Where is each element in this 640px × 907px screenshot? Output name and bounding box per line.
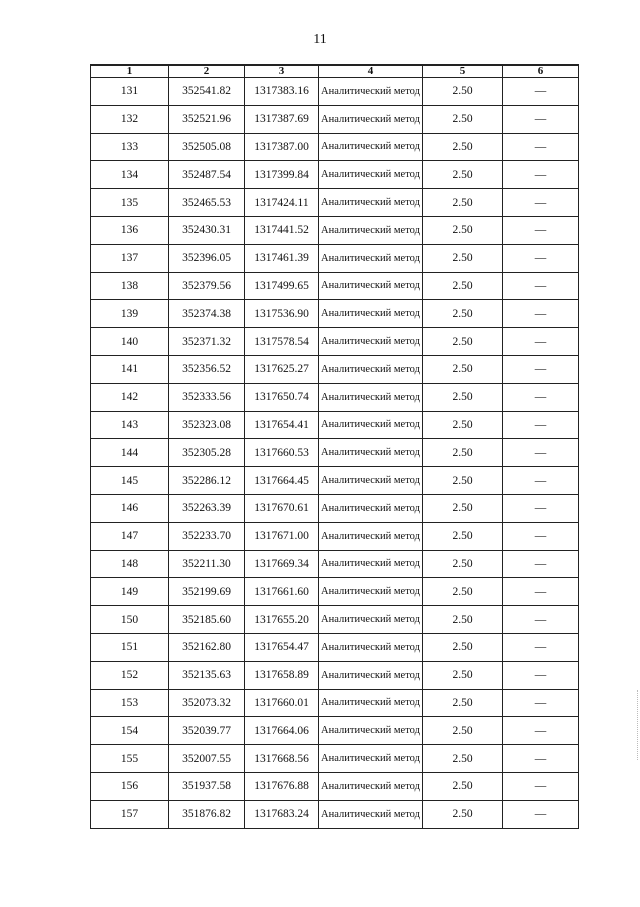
column-header: 4: [319, 65, 423, 78]
method-cell: Аналитический метод: [319, 800, 423, 828]
x-coordinate-cell: 352374.38: [169, 300, 245, 328]
accuracy-cell: 2.50: [423, 550, 503, 578]
y-coordinate-cell: 1317461.39: [245, 244, 319, 272]
x-coordinate-cell: 352135.63: [169, 661, 245, 689]
note-cell: —: [503, 772, 579, 800]
y-coordinate-cell: 1317578.54: [245, 328, 319, 356]
x-coordinate-cell: 352286.12: [169, 467, 245, 495]
table-row: [91, 606, 579, 634]
point-number-cell: 150: [91, 606, 169, 634]
accuracy-cell: 2.50: [423, 133, 503, 161]
x-coordinate-cell: 352199.69: [169, 578, 245, 606]
method-cell: Аналитический метод: [319, 633, 423, 661]
point-number-cell: 153: [91, 689, 169, 717]
method-cell: Аналитический метод: [319, 467, 423, 495]
table-row: [91, 633, 579, 661]
note-cell: —: [503, 522, 579, 550]
point-number-cell: 149: [91, 578, 169, 606]
point-number-cell: 135: [91, 189, 169, 217]
y-coordinate-cell: 1317399.84: [245, 161, 319, 189]
method-cell: Аналитический метод: [319, 133, 423, 161]
point-number-cell: 147: [91, 522, 169, 550]
x-coordinate-cell: 352521.96: [169, 105, 245, 133]
point-number-cell: 154: [91, 717, 169, 745]
point-number-cell: 132: [91, 105, 169, 133]
note-cell: —: [503, 578, 579, 606]
accuracy-cell: 2.50: [423, 383, 503, 411]
table-row: [91, 78, 579, 106]
column-header: 5: [423, 65, 503, 78]
note-cell: —: [503, 633, 579, 661]
x-coordinate-cell: 351876.82: [169, 800, 245, 828]
table-row: [91, 272, 579, 300]
x-coordinate-cell: 352185.60: [169, 606, 245, 634]
accuracy-cell: 2.50: [423, 772, 503, 800]
accuracy-cell: 2.50: [423, 411, 503, 439]
accuracy-cell: 2.50: [423, 161, 503, 189]
note-cell: —: [503, 661, 579, 689]
table-row: [91, 439, 579, 467]
y-coordinate-cell: 1317441.52: [245, 216, 319, 244]
y-coordinate-cell: 1317536.90: [245, 300, 319, 328]
y-coordinate-cell: 1317671.00: [245, 522, 319, 550]
note-cell: —: [503, 300, 579, 328]
note-cell: —: [503, 550, 579, 578]
page-number: 11: [313, 32, 327, 47]
table-row: [91, 244, 579, 272]
note-cell: —: [503, 606, 579, 634]
method-cell: Аналитический метод: [319, 105, 423, 133]
y-coordinate-cell: 1317669.34: [245, 550, 319, 578]
point-number-cell: 148: [91, 550, 169, 578]
point-number-cell: 141: [91, 355, 169, 383]
y-coordinate-cell: 1317660.01: [245, 689, 319, 717]
point-number-cell: 131: [91, 78, 169, 106]
note-cell: —: [503, 467, 579, 495]
accuracy-cell: 2.50: [423, 633, 503, 661]
method-cell: Аналитический метод: [319, 161, 423, 189]
y-coordinate-cell: 1317650.74: [245, 383, 319, 411]
table-row: [91, 216, 579, 244]
table-row: [91, 578, 579, 606]
accuracy-cell: 2.50: [423, 522, 503, 550]
point-number-cell: 137: [91, 244, 169, 272]
y-coordinate-cell: 1317664.06: [245, 717, 319, 745]
method-cell: Аналитический метод: [319, 78, 423, 106]
x-coordinate-cell: 352233.70: [169, 522, 245, 550]
accuracy-cell: 2.50: [423, 216, 503, 244]
method-cell: Аналитический метод: [319, 522, 423, 550]
table-row: [91, 689, 579, 717]
note-cell: —: [503, 244, 579, 272]
y-coordinate-cell: 1317658.89: [245, 661, 319, 689]
y-coordinate-cell: 1317499.65: [245, 272, 319, 300]
x-coordinate-cell: 352263.39: [169, 494, 245, 522]
table-row: [91, 189, 579, 217]
table-row: [91, 105, 579, 133]
accuracy-cell: 2.50: [423, 717, 503, 745]
point-number-cell: 143: [91, 411, 169, 439]
column-header: 1: [91, 65, 169, 78]
point-number-cell: 142: [91, 383, 169, 411]
table-row: [91, 772, 579, 800]
x-coordinate-cell: 352323.08: [169, 411, 245, 439]
coordinates-table: [90, 64, 579, 829]
table-row: [91, 550, 579, 578]
note-cell: —: [503, 411, 579, 439]
method-cell: Аналитический метод: [319, 745, 423, 773]
accuracy-cell: 2.50: [423, 578, 503, 606]
accuracy-cell: 2.50: [423, 244, 503, 272]
method-cell: Аналитический метод: [319, 661, 423, 689]
accuracy-cell: 2.50: [423, 105, 503, 133]
y-coordinate-cell: 1317661.60: [245, 578, 319, 606]
accuracy-cell: 2.50: [423, 745, 503, 773]
accuracy-cell: 2.50: [423, 300, 503, 328]
x-coordinate-cell: 352356.52: [169, 355, 245, 383]
y-coordinate-cell: 1317387.00: [245, 133, 319, 161]
point-number-cell: 133: [91, 133, 169, 161]
table-row: [91, 717, 579, 745]
accuracy-cell: 2.50: [423, 439, 503, 467]
column-header: 3: [245, 65, 319, 78]
y-coordinate-cell: 1317654.41: [245, 411, 319, 439]
y-coordinate-cell: 1317664.45: [245, 467, 319, 495]
table-row: [91, 328, 579, 356]
table-row: [91, 467, 579, 495]
note-cell: —: [503, 717, 579, 745]
accuracy-cell: 2.50: [423, 355, 503, 383]
point-number-cell: 156: [91, 772, 169, 800]
method-cell: Аналитический метод: [319, 689, 423, 717]
accuracy-cell: 2.50: [423, 78, 503, 106]
method-cell: Аналитический метод: [319, 216, 423, 244]
method-cell: Аналитический метод: [319, 439, 423, 467]
table-row: [91, 133, 579, 161]
x-coordinate-cell: 352430.31: [169, 216, 245, 244]
note-cell: —: [503, 494, 579, 522]
x-coordinate-cell: 352487.54: [169, 161, 245, 189]
y-coordinate-cell: 1317387.69: [245, 105, 319, 133]
accuracy-cell: 2.50: [423, 328, 503, 356]
accuracy-cell: 2.50: [423, 661, 503, 689]
x-coordinate-cell: 352333.56: [169, 383, 245, 411]
note-cell: —: [503, 105, 579, 133]
x-coordinate-cell: 352505.08: [169, 133, 245, 161]
y-coordinate-cell: 1317676.88: [245, 772, 319, 800]
point-number-cell: 138: [91, 272, 169, 300]
column-header: 2: [169, 65, 245, 78]
note-cell: —: [503, 689, 579, 717]
point-number-cell: 139: [91, 300, 169, 328]
y-coordinate-cell: 1317670.61: [245, 494, 319, 522]
table-row: [91, 411, 579, 439]
method-cell: Аналитический метод: [319, 578, 423, 606]
x-coordinate-cell: 352073.32: [169, 689, 245, 717]
x-coordinate-cell: 352541.82: [169, 78, 245, 106]
note-cell: —: [503, 78, 579, 106]
accuracy-cell: 2.50: [423, 800, 503, 828]
method-cell: Аналитический метод: [319, 550, 423, 578]
accuracy-cell: 2.50: [423, 494, 503, 522]
x-coordinate-cell: 352162.80: [169, 633, 245, 661]
method-cell: Аналитический метод: [319, 494, 423, 522]
x-coordinate-cell: 352039.77: [169, 717, 245, 745]
table-row: [91, 300, 579, 328]
method-cell: Аналитический метод: [319, 383, 423, 411]
table-row: [91, 745, 579, 773]
y-coordinate-cell: 1317625.27: [245, 355, 319, 383]
table-row: [91, 161, 579, 189]
point-number-cell: 155: [91, 745, 169, 773]
method-cell: Аналитический метод: [319, 411, 423, 439]
point-number-cell: 157: [91, 800, 169, 828]
point-number-cell: 145: [91, 467, 169, 495]
y-coordinate-cell: 1317383.16: [245, 78, 319, 106]
method-cell: Аналитический метод: [319, 772, 423, 800]
y-coordinate-cell: 1317655.20: [245, 606, 319, 634]
note-cell: —: [503, 328, 579, 356]
point-number-cell: 134: [91, 161, 169, 189]
y-coordinate-cell: 1317683.24: [245, 800, 319, 828]
note-cell: —: [503, 161, 579, 189]
y-coordinate-cell: 1317424.11: [245, 189, 319, 217]
column-header: 6: [503, 65, 579, 78]
note-cell: —: [503, 745, 579, 773]
point-number-cell: 152: [91, 661, 169, 689]
x-coordinate-cell: 352007.55: [169, 745, 245, 773]
accuracy-cell: 2.50: [423, 272, 503, 300]
accuracy-cell: 2.50: [423, 189, 503, 217]
accuracy-cell: 2.50: [423, 689, 503, 717]
note-cell: —: [503, 216, 579, 244]
y-coordinate-cell: 1317654.47: [245, 633, 319, 661]
method-cell: Аналитический метод: [319, 717, 423, 745]
point-number-cell: 146: [91, 494, 169, 522]
note-cell: —: [503, 272, 579, 300]
method-cell: Аналитический метод: [319, 272, 423, 300]
y-coordinate-cell: 1317660.53: [245, 439, 319, 467]
y-coordinate-cell: 1317668.56: [245, 745, 319, 773]
x-coordinate-cell: 351937.58: [169, 772, 245, 800]
note-cell: —: [503, 189, 579, 217]
x-coordinate-cell: 352305.28: [169, 439, 245, 467]
x-coordinate-cell: 352371.32: [169, 328, 245, 356]
accuracy-cell: 2.50: [423, 606, 503, 634]
x-coordinate-cell: 352379.56: [169, 272, 245, 300]
table-row: [91, 383, 579, 411]
method-cell: Аналитический метод: [319, 355, 423, 383]
table-row: [91, 800, 579, 828]
note-cell: —: [503, 355, 579, 383]
table-row: [91, 355, 579, 383]
note-cell: —: [503, 383, 579, 411]
method-cell: Аналитический метод: [319, 189, 423, 217]
table-row: [91, 494, 579, 522]
margin-mark: [636, 690, 638, 760]
x-coordinate-cell: 352211.30: [169, 550, 245, 578]
accuracy-cell: 2.50: [423, 467, 503, 495]
point-number-cell: 136: [91, 216, 169, 244]
note-cell: —: [503, 800, 579, 828]
table-row: [91, 661, 579, 689]
table-row: [91, 522, 579, 550]
note-cell: —: [503, 133, 579, 161]
x-coordinate-cell: 352465.53: [169, 189, 245, 217]
note-cell: —: [503, 439, 579, 467]
method-cell: Аналитический метод: [319, 300, 423, 328]
table-header-row: [91, 65, 579, 78]
point-number-cell: 144: [91, 439, 169, 467]
method-cell: Аналитический метод: [319, 606, 423, 634]
method-cell: Аналитический метод: [319, 244, 423, 272]
point-number-cell: 140: [91, 328, 169, 356]
point-number-cell: 151: [91, 633, 169, 661]
method-cell: Аналитический метод: [319, 328, 423, 356]
x-coordinate-cell: 352396.05: [169, 244, 245, 272]
